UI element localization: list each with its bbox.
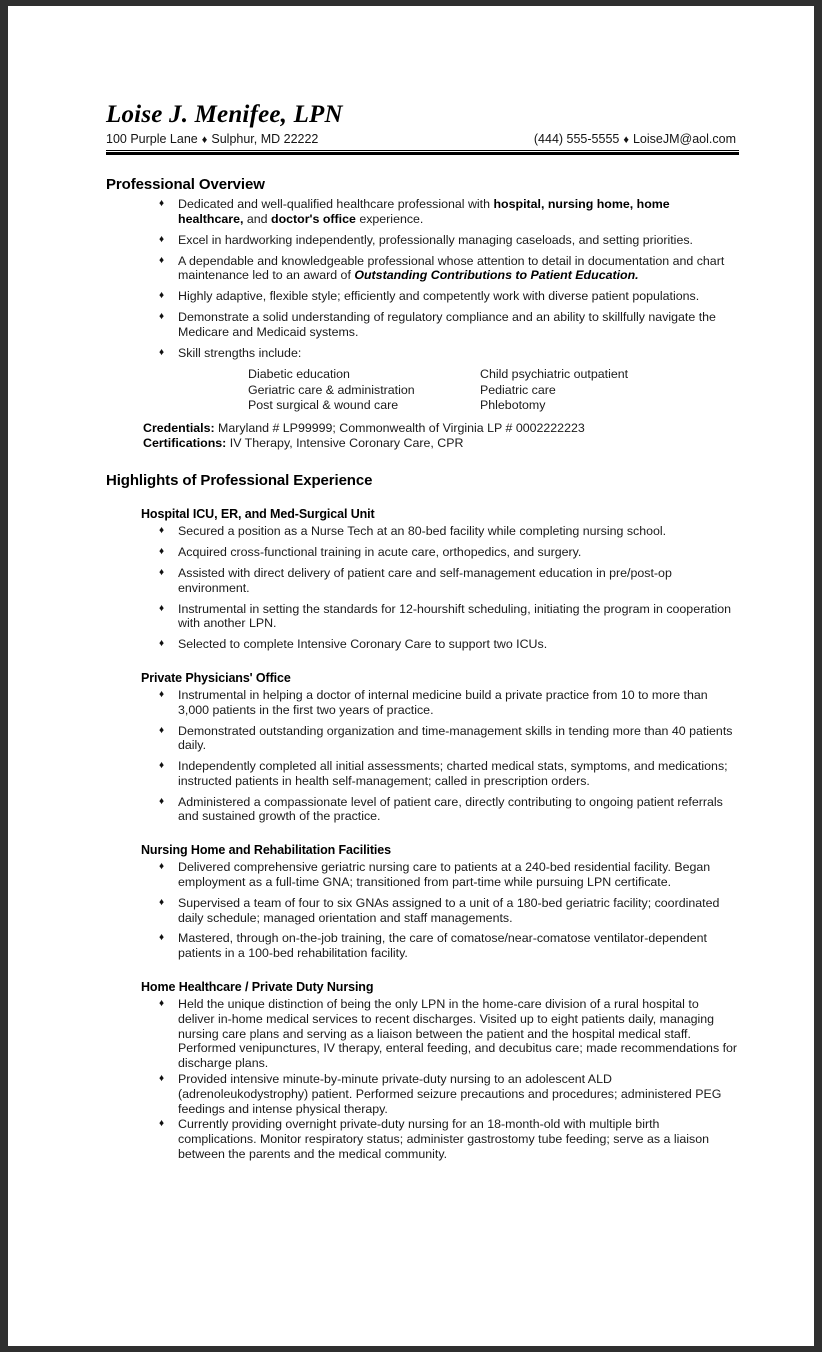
bullet-text: Highly adaptive, flexible style; efficiently and competently work with diverse patient populations. [178,289,700,304]
skill-item: Post surgical & wound care [248,398,399,413]
certifications-value: IV Therapy, Intensive Coronary Care, CPR [226,436,464,451]
skill-row [248,367,738,383]
resume-header [98,6,738,155]
email-address[interactable]: LoiseJM@aol.com [632,132,736,147]
experience-bullet-item: ♦ Selected to complete Intensive Coronary Care to support two ICUs. [106,637,738,652]
subsection-bullet-list [106,524,738,652]
experience-bullet-item: ♦ Currently providing overnight private-duty nursing for an 18-month-old with multiple birth complications. Monitor respiratory status; administer gastrostomy tube feeding; serve as a liaison between the parents and the medical community. [106,1117,738,1161]
experience-subsection [106,830,738,961]
bullet-text: experience. [355,212,424,227]
bullet-text: A dependable and knowledgeable professional whose attention to detail in documentation and chart maintenance led to an award of [178,253,725,283]
experience-bullet-item: ♦ Instrumental in helping a doctor of internal medicine build a private practice from 10 to more than 3,000 patients in the first two years of practice. [106,688,738,718]
award-title: Outstanding Contributions to Patient Education. [354,268,639,283]
street-address: 100 Purple Lane [106,132,198,147]
credentials-line [143,421,738,436]
experience-bullet-item: ♦ Supervised a team of four to six GNAs assigned to a unit of a 180-bed geriatric facility; coordinated daily schedule; managed orientation and staff managements. [106,896,738,926]
experience-bullet-item: ♦ Mastered, through on-the-job training, the care of comatose/near-comatose ventilator-dependent patients in a 100-bed rehabilitation facility. [106,931,738,961]
experience-bullet-item: ♦ Instrumental in setting the standards for 12-hourshift scheduling, initiating the program in cooperation with another LPN. [106,602,738,632]
subsection-heading: Home Healthcare / Private Duty Nursing [141,980,374,995]
overview-bullet-list [106,197,738,360]
subsection-heading: Private Physicians' Office [141,670,291,685]
city-state-zip: Sulphur, MD 22222 [211,132,319,147]
skill-strengths-grid [106,366,738,418]
subsection-bullet-list [106,997,738,1162]
contact-phone-email-block [534,132,738,146]
experience-subsection [106,658,738,824]
section-heading: Professional Overview [106,176,265,194]
resume-page [8,6,814,1346]
skill-row [248,383,738,399]
skill-item: Pediatric care [480,382,556,397]
diamond-separator-icon: ♦ [201,134,208,147]
experience-bullet-item: ♦ Demonstrated outstanding organization and time-management skills in tending more than 40 patients daily. [106,724,738,754]
experience-bullet-item: ♦ Independently completed all initial assessments; charted medical stats, symptoms, and medications; instructed patients in health self-management; called in prescription orders. [106,759,738,789]
emphasis-bold: hospital, nursing home, home healthcare, [178,197,670,227]
skill-item: Child psychiatric outpatient [480,367,629,382]
experience-bullet-item: ♦ Assisted with direct delivery of patient care and self-management education in pre/post-op environment. [106,566,738,596]
section-heading: Highlights of Professional Experience [106,472,373,490]
experience-subsections [106,493,738,1162]
experience-bullet-item: ♦ Administered a compassionate level of patient care, directly contributing to ongoing patient referrals and sustained growth of the practice. [106,795,738,825]
experience-subsection [106,967,738,1162]
bullet-text: Skill strengths include: [178,345,302,360]
overview-bullet-item [106,254,738,284]
overview-bullet-item [106,346,738,361]
experience-bullet-item: ♦ Held the unique distinction of being the only LPN in the home-care division of a rural hospital to deliver in-home medical services to recent discharges. Visited up to eight patients daily, managing nursing care plans and serving as a liaison between the patient and the hospital medical staff. Performed venipunctures, IV therapy, enteral feeding, and decubitus care; made recommendations for discharge plans. [106,997,738,1071]
candidate-name: Loise J. Menifee, LPN [106,101,343,128]
certifications-label: Certifications: [143,436,227,451]
certifications-line [143,436,738,451]
bullet-text: Demonstrate a solid understanding of regulatory compliance and an ability to skillfully navigate the Medicare and Medicaid systems. [178,310,716,339]
skill-item: Geriatric care & administration [248,382,415,397]
skill-item: Diabetic education [248,367,350,382]
subsection-heading: Nursing Home and Rehabilitation Facilities [141,843,392,858]
contact-address-block [106,132,318,146]
experience-bullet-item: ♦ Acquired cross-functional training in acute care, orthopedics, and surgery. [106,545,738,560]
credentials-value: Maryland # LP99999; Commonwealth of Virginia LP # 0002222223 [214,420,585,435]
section-highlights-of-professional-experience [98,451,738,1162]
bullet-text: Dedicated and well-qualified healthcare professional with [178,197,494,212]
resume-sheet [98,6,738,1163]
phone-number: (444) 555-5555 [533,132,620,147]
section-professional-overview [98,155,738,451]
overview-bullet-item [106,289,738,304]
bullet-text: Excel in hardworking independently, professionally managing caseloads, and setting priorities. [178,232,693,247]
experience-bullet-item: ♦ Delivered comprehensive geriatric nursing care to patients at a 240-bed residential facility. Began employment as a full-time GNA; transitioned from part-time while pursuing LPN certificate. [106,860,738,890]
overview-bullet-item [106,233,738,248]
experience-bullet-item: ♦ Provided intensive minute-by-minute private-duty nursing to an adolescent ALD (adrenoleukodystrophy) patient. Performed seizure precautions and procedures; administered PEG feedings and intense physical therapy. [106,1072,738,1116]
skill-row [248,398,738,414]
overview-bullet-item [106,197,738,227]
credentials-label: Credentials: [143,420,215,435]
diamond-separator-icon: ♦ [623,134,629,147]
emphasis-bold: doctor's office [271,212,356,227]
subsection-bullet-list [106,860,738,961]
experience-bullet-item: ♦ Secured a position as a Nurse Tech at an 80-bed facility while completing nursing school. [106,524,738,539]
credentials-block [106,418,738,451]
skill-item: Phlebotomy [480,398,546,413]
subsection-heading: Hospital ICU, ER, and Med-Surgical Unit [141,507,375,522]
experience-subsection [106,493,738,652]
subsection-bullet-list [106,688,738,824]
overview-bullet-item [106,310,738,340]
contact-row [98,128,738,146]
bullet-text: and [243,212,271,227]
